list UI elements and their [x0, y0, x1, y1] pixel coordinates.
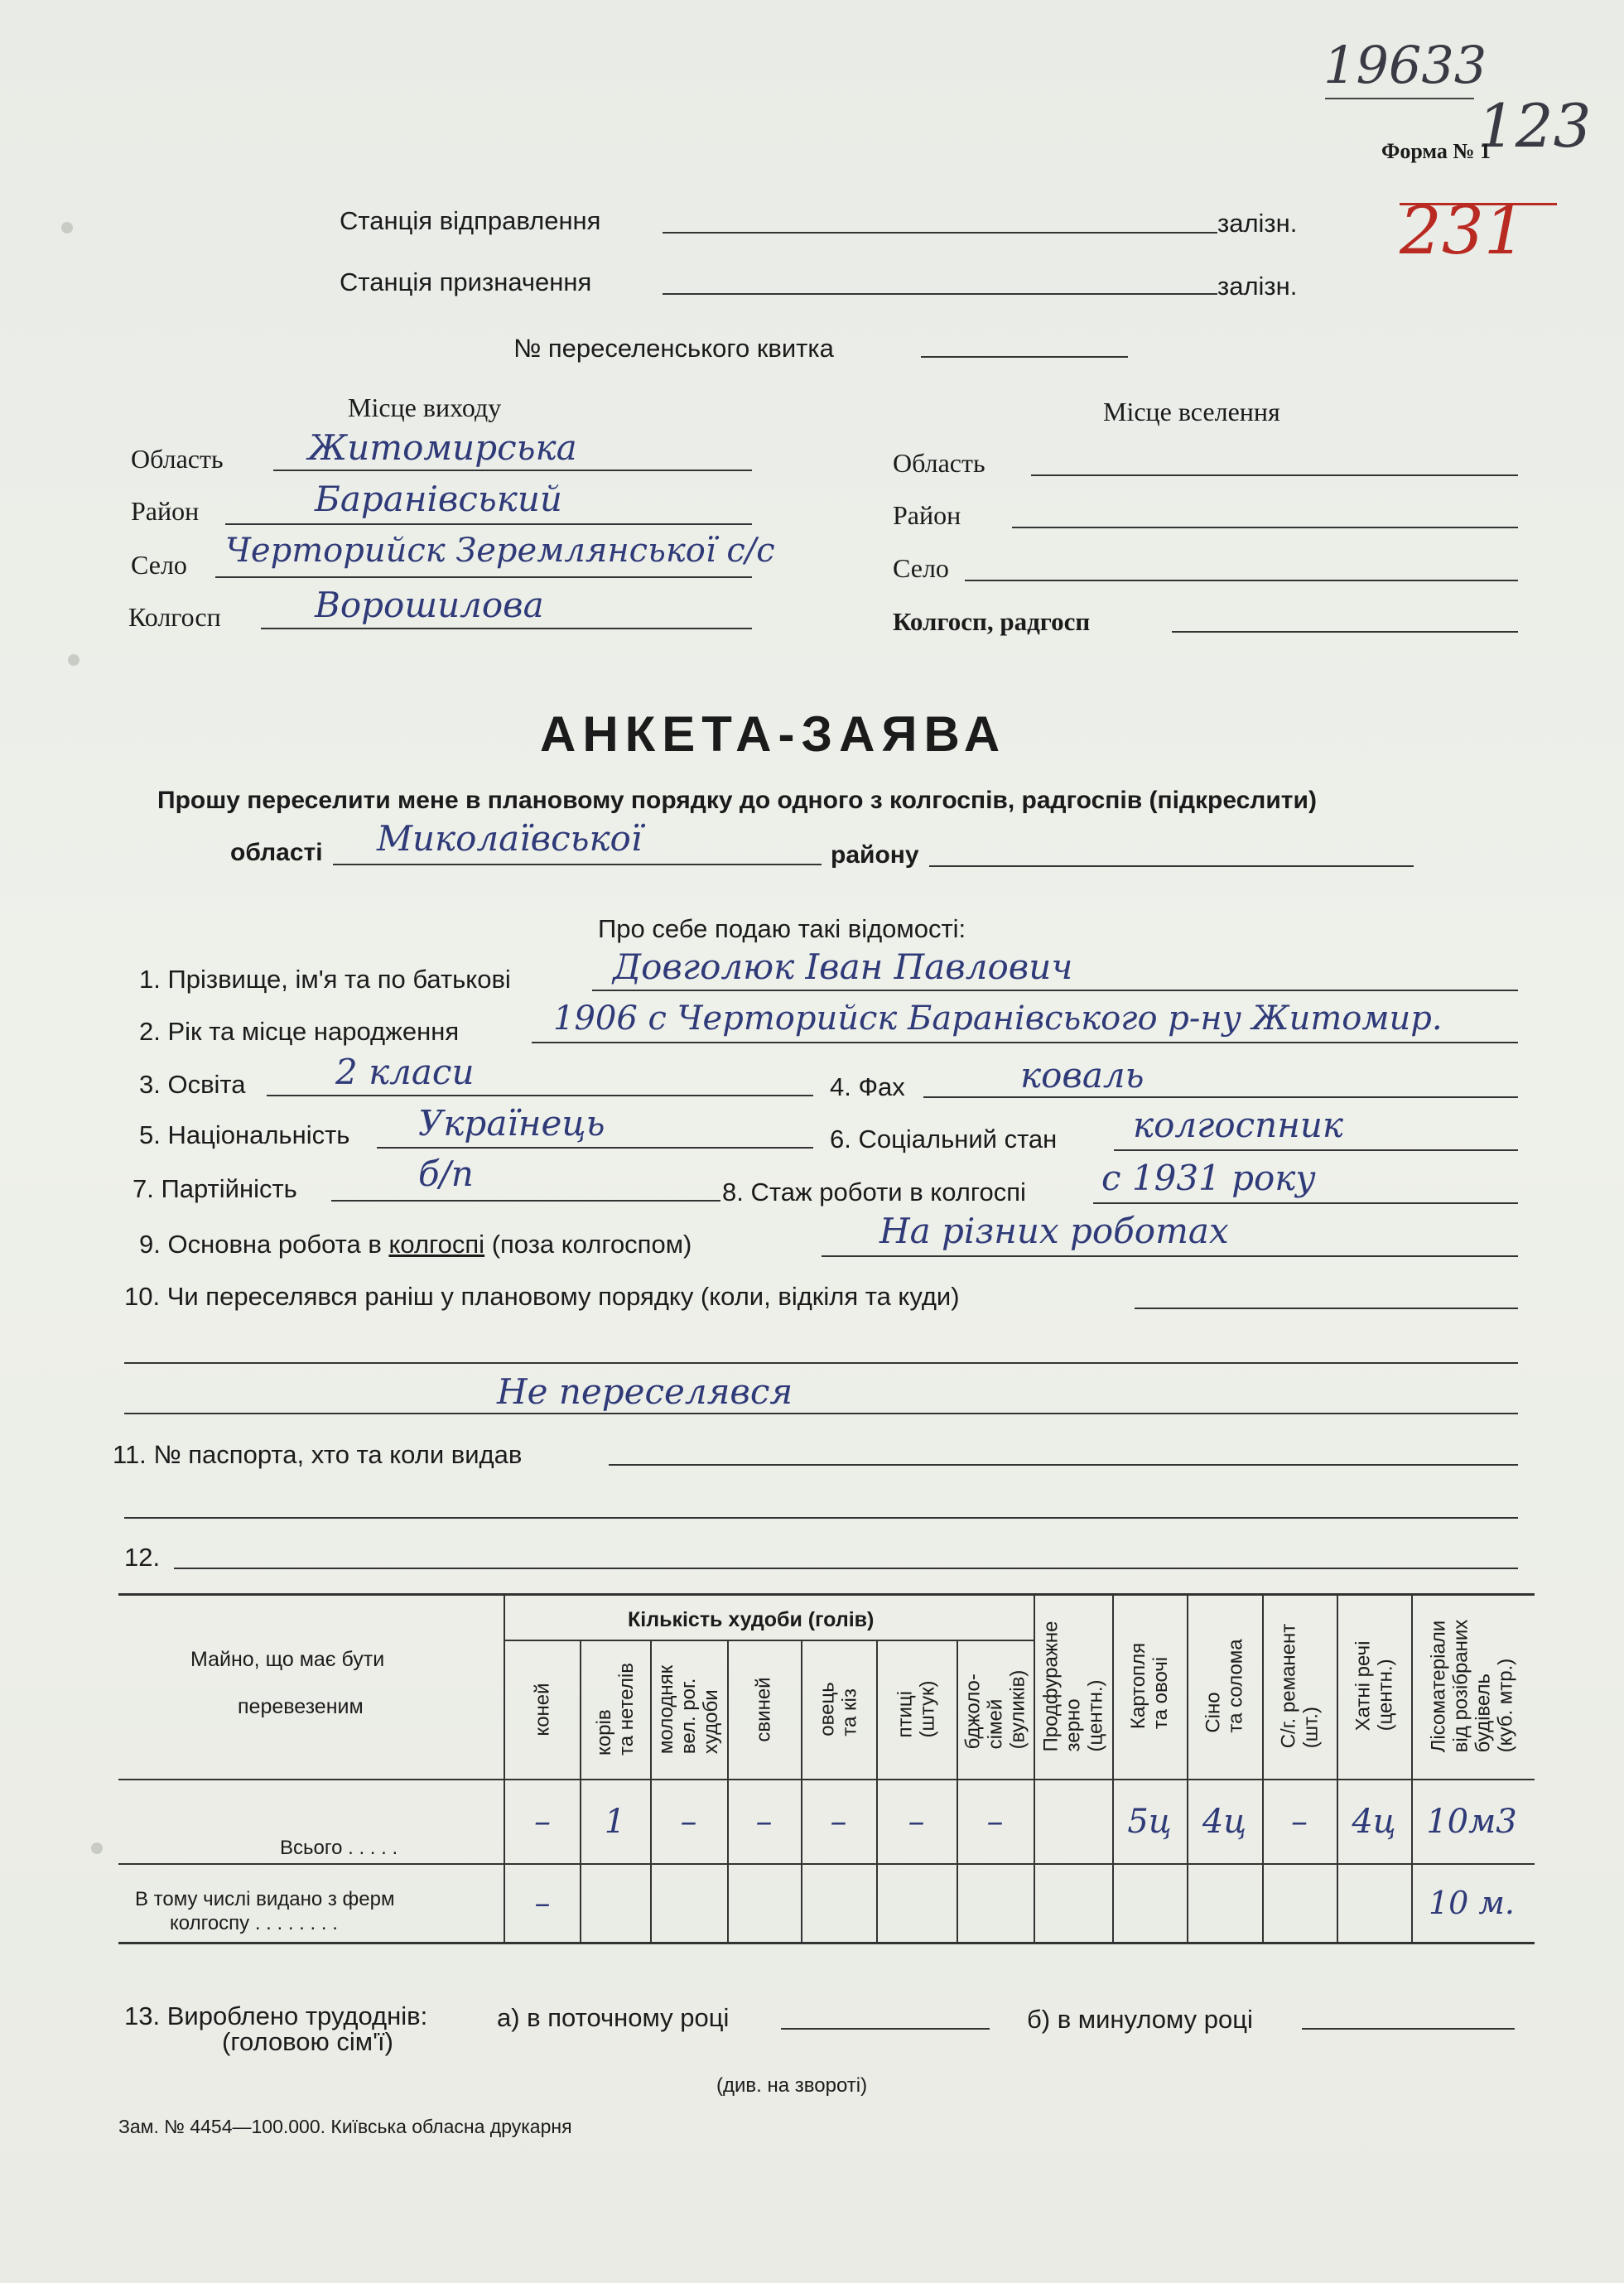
table-column-header [727, 1641, 801, 1777]
workdays-current-line [781, 2028, 990, 2030]
field-10-line-c [124, 1413, 1518, 1414]
total-cell: 4ц [1202, 1803, 1247, 1841]
origin-selo-line [215, 576, 752, 578]
farm-row-text: колгоспу [170, 1912, 250, 1934]
table-header-bottom [118, 1779, 1535, 1780]
field-11-line-a [609, 1464, 1518, 1466]
workdays-current-label: а) в поточному році [497, 2003, 730, 2032]
farm-cell [801, 1866, 876, 1939]
binder-hole [91, 1842, 103, 1854]
farm-cell [957, 1866, 1034, 1939]
see-back-note: (див. на звороті) [716, 2074, 868, 2097]
table-column-header [1411, 1595, 1532, 1777]
table-column-header [801, 1641, 876, 1777]
property-header-2: перевезеним [238, 1695, 364, 1718]
request-oblast-label: області [230, 839, 323, 866]
table-column-header [580, 1641, 650, 1777]
form-title: АНКЕТА-ЗАЯВА [540, 706, 1007, 762]
table-column-header [1187, 1595, 1262, 1777]
origin-raion-value: Баранівський [315, 479, 562, 519]
request-raion-line [929, 865, 1414, 867]
total-cell: – [830, 1803, 847, 1841]
origin-raion-label: Район [131, 496, 200, 526]
farm-cell [1187, 1866, 1262, 1939]
farm-cell [1337, 1866, 1411, 1939]
table-column-header [1337, 1595, 1411, 1777]
livestock-header: Кількість худоби (голів) [628, 1608, 875, 1631]
total-row-label: Всього . . . . . [280, 1837, 398, 1859]
total-cell: – [534, 1803, 551, 1841]
table-column-header-text: бджоло- сімей (вуликів) [961, 1669, 1029, 1749]
workdays-previous-label: б) в минулому році [1027, 2005, 1253, 2034]
property-header-1: Майно, що має бути [190, 1648, 385, 1671]
field-4-label: 4. Фах [830, 1072, 905, 1101]
table-column-header-text: корів та нетелів [592, 1663, 638, 1756]
red-strike [1400, 203, 1557, 205]
table-column-header-text: коней [531, 1682, 554, 1736]
ticket-line [921, 356, 1128, 358]
departure-rail-suffix: залізн. [1217, 209, 1298, 238]
field-9-label-underlined: колгоспі [388, 1230, 485, 1259]
total-row-text: Всього [280, 1837, 343, 1859]
destination-label: Станція призначення [340, 267, 592, 296]
workdays-sub: (головою сім'ї) [222, 2027, 393, 2056]
table-column-header-text: свиней [752, 1676, 775, 1742]
field-10-line-b [124, 1362, 1518, 1364]
table-column-header [505, 1641, 580, 1777]
field-10-label: 10. Чи переселявся раніш у плановому порядку (коли, відкіля та куди) [124, 1282, 960, 1311]
origin-selo-value: Черторийск Зеремлянської с/с [225, 532, 775, 570]
field-7-line [331, 1200, 720, 1202]
total-cell: 5ц [1127, 1803, 1172, 1841]
field-3-line [267, 1095, 813, 1096]
farm-cell [580, 1866, 650, 1939]
total-cell: – [1291, 1803, 1308, 1841]
table-column-header-text: Продфуражне зерно (центн.) [1039, 1621, 1107, 1751]
field-11-label: 11. № паспорта, хто та коли видав [113, 1440, 523, 1469]
origin-kolhosp-line [261, 628, 752, 629]
field-9-label [139, 1230, 692, 1260]
dest-raion-line [1012, 527, 1518, 528]
dest-oblast-line [1031, 474, 1518, 476]
total-cell [1034, 1782, 1112, 1862]
table-column-header [1112, 1595, 1187, 1777]
total-cell: – [680, 1803, 697, 1841]
farm-row-label-2: колгоспу . . . . . . . . [170, 1912, 338, 1934]
field-9-line [822, 1255, 1518, 1257]
field-3-label: 3. Освіта [139, 1070, 246, 1099]
ticket-label: № переселенського квитка [513, 334, 834, 363]
total-cell: 10м3 [1426, 1803, 1517, 1841]
dest-header: Місце вселення [1103, 397, 1280, 426]
workdays-label: 13. Вироблено трудоднів: [124, 2001, 428, 2030]
field-4-value: коваль [1020, 1055, 1145, 1096]
origin-kolhosp-value: Ворошилова [315, 585, 544, 625]
request-line: Прошу переселити мене в плановому порядку до одного з колгоспів, радгоспів (підкреслити) [157, 787, 1317, 814]
origin-oblast-value: Житомирська [308, 427, 577, 468]
farm-cell: 10 м. [1428, 1885, 1516, 1921]
farm-cell [1112, 1866, 1187, 1939]
table-column-header-text: птиці (штук) [894, 1680, 939, 1738]
field-7-label: 7. Партійність [133, 1174, 297, 1203]
farm-cell [1262, 1866, 1337, 1939]
field-8-value: с 1931 року [1101, 1158, 1316, 1198]
request-raion-label: району [831, 841, 919, 869]
field-8-line [1093, 1202, 1518, 1204]
table-column-header-text: овець та кіз [816, 1682, 861, 1736]
table-column-header [650, 1641, 727, 1777]
info-intro: Про себе подаю такі відомості: [598, 914, 966, 943]
dest-selo-line [965, 580, 1518, 581]
field-1-line [592, 990, 1518, 991]
table-bottom-border [118, 1942, 1535, 1944]
printer-imprint: Зам. № 4454—100.000. Київська обласна друкарня [118, 2116, 572, 2137]
sheet-number-red: 231 [1400, 192, 1526, 269]
dest-kolhosp-line [1172, 631, 1518, 633]
field-2-label: 2. Рік та місце народження [139, 1017, 460, 1046]
field-6-value: колгоспник [1133, 1105, 1343, 1145]
binder-hole [68, 654, 80, 666]
farm-cell [1034, 1866, 1112, 1939]
table-column-header [1034, 1595, 1112, 1777]
total-cell: – [755, 1803, 773, 1841]
farm-cell [876, 1866, 957, 1939]
dest-kolhosp-label: Колгосп, радгосп [893, 607, 1091, 636]
destination-line [663, 293, 1217, 295]
field-7-value: б/п [418, 1154, 474, 1194]
archive-number: 19633 [1323, 35, 1487, 95]
total-cell: – [908, 1803, 925, 1841]
field-9-value: На різних роботах [879, 1211, 1229, 1251]
sheet-number-pencil: 123 [1477, 91, 1592, 161]
field-5-label: 5. Національність [139, 1120, 350, 1149]
table-column-header [957, 1641, 1034, 1777]
table-total-bottom [118, 1863, 1535, 1865]
field-5-line [377, 1147, 813, 1149]
total-cell: – [986, 1803, 1004, 1841]
dest-raion-label: Район [893, 500, 961, 530]
field-12-line [174, 1568, 1518, 1569]
origin-kolhosp-label: Колгосп [128, 602, 221, 632]
origin-header: Місце виходу [348, 393, 502, 422]
table-column-header [876, 1641, 957, 1777]
dest-oblast-label: Область [893, 448, 985, 478]
dest-selo-label: Село [893, 553, 949, 583]
field-10-line-a [1135, 1308, 1518, 1309]
farm-cell [727, 1866, 801, 1939]
field-1-value: Довголюк Іван Павлович [613, 946, 1073, 987]
origin-oblast-line [273, 470, 752, 471]
field-9-label-c: (поза колгоспом) [484, 1230, 692, 1259]
destination-rail-suffix: залізн. [1217, 272, 1298, 301]
table-column-header-text: Лісоматеріали від розібраних будівель (куб. мтр.) [1427, 1619, 1516, 1753]
table-column-header-text: молодняк вел. рог. худоби [655, 1664, 723, 1754]
farm-row-label-1: В тому числі видано з ферм [135, 1888, 395, 1910]
field-11-line-b [124, 1517, 1518, 1519]
workdays-previous-line [1302, 2028, 1515, 2030]
table-column-header-text: Хатні речі (центн.) [1352, 1640, 1396, 1732]
field-4-line [923, 1096, 1518, 1098]
field-2-line [532, 1042, 1518, 1043]
departure-line [663, 232, 1217, 234]
field-10-value: Не переселявся [497, 1371, 793, 1412]
origin-selo-label: Село [131, 550, 187, 580]
archive-number-underline [1325, 98, 1474, 99]
form-number: Форма № 1 [1381, 139, 1491, 163]
field-1-label: 1. Прізвище, ім'я та по батькові [139, 965, 511, 994]
farm-cell: – [534, 1885, 551, 1921]
field-9-label-a: 9. Основна робота в [139, 1230, 389, 1259]
field-5-value: Українець [418, 1103, 605, 1144]
origin-raion-line [225, 523, 752, 525]
departure-label: Станція відправлення [340, 206, 601, 235]
table-column-header-text: С/г. реманент (шт.) [1277, 1623, 1322, 1749]
request-oblast-line [333, 864, 822, 865]
binder-hole [61, 222, 73, 234]
origin-oblast-label: Область [131, 444, 224, 474]
table-column-header-text: Картопля та овочі [1127, 1642, 1172, 1730]
field-2-value: 1906 с Черторийск Баранівського р-ну Житомир. [553, 999, 1443, 1038]
total-cell: 4ц [1352, 1803, 1396, 1841]
field-8-label: 8. Стаж роботи в колгоспі [722, 1178, 1026, 1207]
field-12-label: 12. [124, 1543, 161, 1572]
total-cell: 1 [604, 1803, 626, 1841]
table-column-header [1262, 1595, 1337, 1777]
field-3-value: 2 класи [335, 1052, 475, 1092]
farm-cell [650, 1866, 727, 1939]
field-6-line [1114, 1149, 1518, 1151]
request-oblast-value: Миколаївської [377, 818, 643, 859]
table-column-header-text: Сіно та солома [1202, 1639, 1247, 1733]
field-6-label: 6. Соціальний стан [830, 1125, 1058, 1154]
